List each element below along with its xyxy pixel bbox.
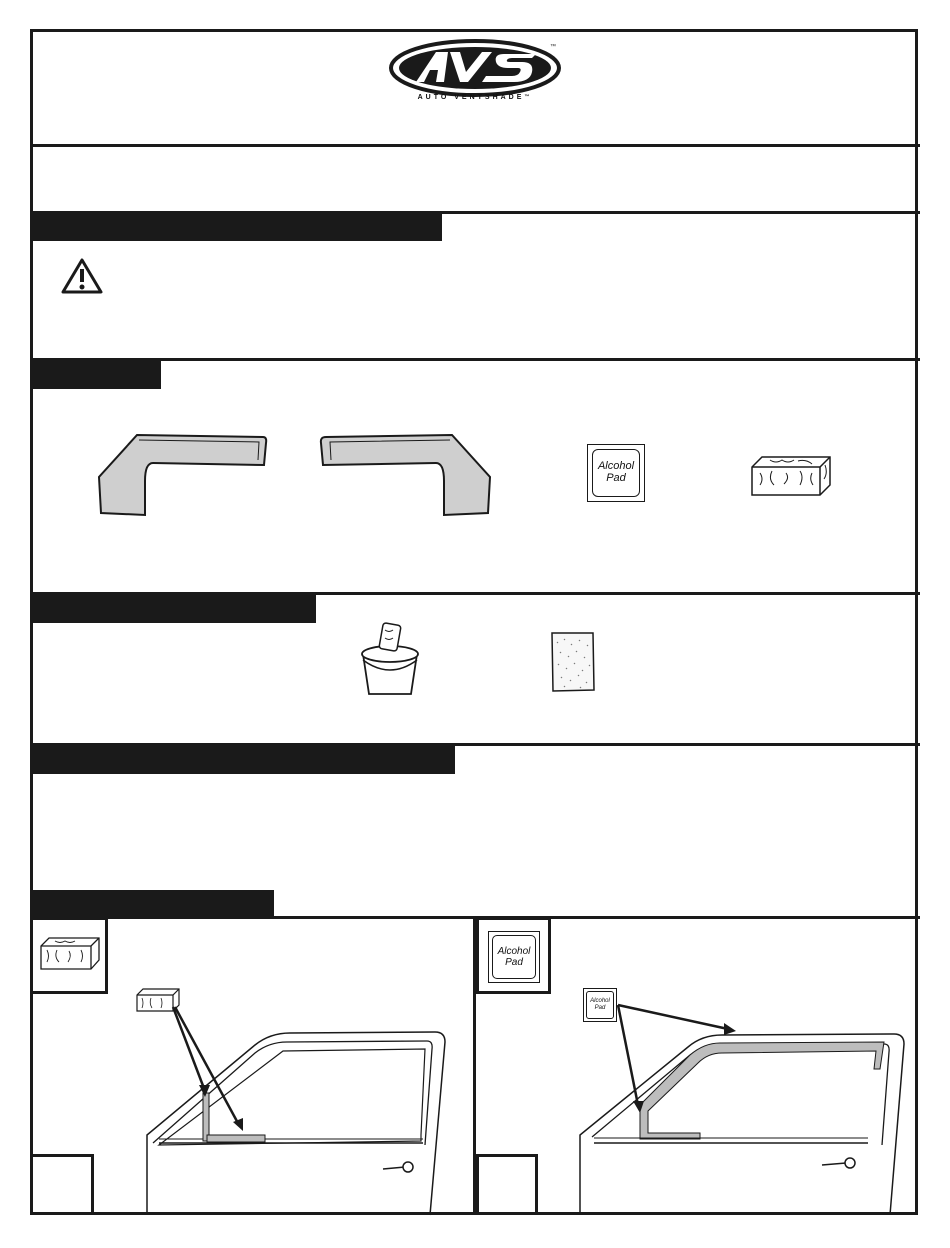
towel-icon — [549, 630, 597, 694]
step2-small-alcohol-pad — [583, 988, 617, 1022]
alcohol-pad-label-1: Alcohol — [597, 460, 635, 472]
step2-door-diagram — [570, 1025, 910, 1215]
section-bar-tools — [30, 595, 316, 623]
step2-number-box — [476, 1154, 538, 1215]
section-bar-1 — [30, 213, 442, 241]
step2-small-label-1: Alcohol — [590, 998, 610, 1004]
step2-item-box — [476, 917, 551, 994]
section-bar-4 — [30, 746, 455, 774]
step1-door-diagram — [135, 985, 465, 1215]
alcohol-pad-part — [587, 444, 645, 502]
logo-trademark: ™ — [550, 44, 556, 50]
right-window-deflector — [316, 433, 492, 517]
divider-section-2 — [30, 358, 920, 361]
section-bar-steps — [30, 890, 274, 918]
bucket-icon — [357, 620, 423, 698]
warning-icon — [61, 258, 103, 294]
brand-name: AUTO VENTSHADE™ — [417, 94, 533, 101]
divider-header — [30, 144, 920, 147]
step1-sponge-icon — [39, 936, 101, 972]
step1-item-box — [30, 917, 108, 994]
step2-small-label-2: Pad — [594, 1005, 606, 1011]
step2-alcohol-label-2: Pad — [505, 957, 523, 968]
step1-number-box — [30, 1154, 94, 1215]
step2-alcohol-label-1: Alcohol — [497, 946, 531, 957]
cleaning-sponge-part — [750, 455, 832, 497]
alcohol-pad-label-2: Pad — [606, 472, 626, 484]
left-window-deflector — [97, 433, 273, 517]
section-bar-parts — [30, 361, 161, 389]
